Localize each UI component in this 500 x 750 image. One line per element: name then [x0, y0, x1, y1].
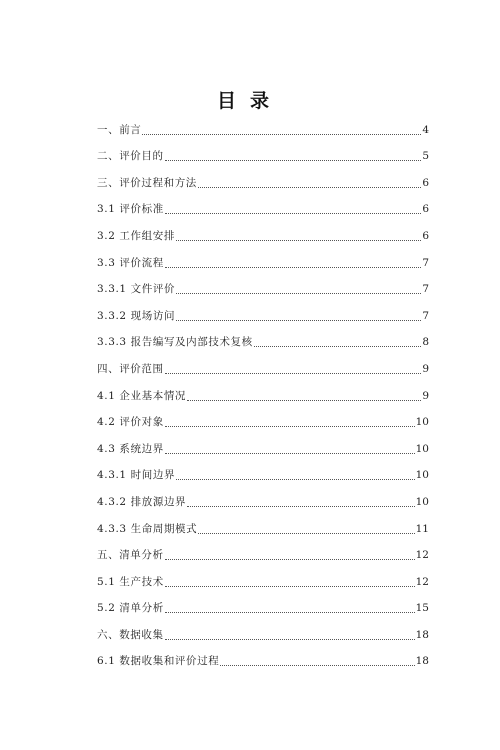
toc-entry-label: 五、清单分析 — [97, 549, 164, 562]
toc-entry-page-number: 9 — [422, 362, 429, 375]
toc-dot-leader — [165, 559, 415, 560]
toc-entry-label: 5.2 清单分析 — [97, 602, 164, 615]
toc-entry[interactable] — [97, 137, 429, 164]
toc-dot-leader — [165, 426, 415, 427]
toc-entry-label: 3.3.1 文件评价 — [97, 283, 176, 296]
toc-entry-page-number: 12 — [415, 549, 429, 562]
toc-entry[interactable] — [97, 536, 429, 563]
toc-entry-label: 6.1 数据收集和评价过程 — [97, 655, 220, 668]
toc-entry[interactable] — [97, 456, 429, 483]
toc-entry-page-number: 10 — [415, 416, 429, 429]
toc-entry-label: 六、数据收集 — [97, 628, 164, 641]
toc-entry[interactable] — [97, 270, 429, 297]
toc-dot-leader — [254, 346, 422, 347]
toc-entry-label: 3.3.2 现场访问 — [97, 309, 176, 322]
toc-dot-leader — [142, 134, 421, 135]
toc-entry-page-number: 7 — [422, 283, 429, 296]
toc-entry-label: 4.3.2 排放源边界 — [97, 495, 187, 508]
toc-dot-leader — [165, 639, 415, 640]
toc-entry-label: 一、前言 — [97, 123, 142, 136]
toc-entry-page-number: 4 — [422, 123, 429, 136]
toc-list — [97, 110, 429, 668]
toc-title: 目录 — [216, 90, 283, 112]
toc-entry-label: 4.3 系统边界 — [97, 442, 164, 455]
toc-dot-leader — [198, 533, 414, 534]
toc-dot-leader — [176, 320, 421, 321]
toc-entry-page-number: 10 — [415, 442, 429, 455]
toc-entry[interactable] — [97, 509, 429, 536]
toc-dot-leader — [165, 373, 422, 374]
toc-entry[interactable] — [97, 562, 429, 589]
toc-entry-page-number: 9 — [422, 389, 429, 402]
toc-entry-page-number: 12 — [415, 575, 429, 588]
toc-entry-page-number: 10 — [415, 495, 429, 508]
toc-entry-page-number: 6 — [422, 176, 429, 189]
toc-entry[interactable] — [97, 376, 429, 403]
toc-dot-leader — [198, 187, 421, 188]
toc-entry-page-number: 7 — [422, 309, 429, 322]
toc-entry[interactable] — [97, 243, 429, 270]
toc-entry[interactable] — [97, 323, 429, 350]
toc-entry-page-number: 6 — [422, 229, 429, 242]
toc-entry[interactable] — [97, 110, 429, 137]
toc-entry[interactable] — [97, 642, 429, 669]
toc-entry-page-number: 5 — [422, 150, 429, 163]
toc-entry-label: 3.2 工作组安排 — [97, 229, 175, 242]
toc-dot-leader — [187, 400, 421, 401]
toc-entry-page-number: 10 — [415, 469, 429, 482]
toc-dot-leader — [187, 506, 414, 507]
toc-entry-page-number: 15 — [415, 602, 429, 615]
toc-dot-leader — [165, 586, 415, 587]
toc-entry-page-number: 7 — [422, 256, 429, 269]
toc-entry-label: 5.1 生产技术 — [97, 575, 164, 588]
toc-entry[interactable] — [97, 296, 429, 323]
toc-entry[interactable] — [97, 349, 429, 376]
toc-entry-label: 4.3.1 时间边界 — [97, 469, 176, 482]
toc-dot-leader — [176, 479, 415, 480]
toc-entry[interactable] — [97, 403, 429, 430]
toc-entry[interactable] — [97, 482, 429, 509]
toc-dot-leader — [165, 612, 415, 613]
toc-entry[interactable] — [97, 615, 429, 642]
toc-entry[interactable] — [97, 429, 429, 456]
toc-entry[interactable] — [97, 190, 429, 217]
toc-entry-label: 四、评价范围 — [97, 362, 164, 375]
toc-dot-leader — [165, 160, 422, 161]
toc-entry-label: 4.2 评价对象 — [97, 416, 164, 429]
toc-dot-leader — [165, 453, 415, 454]
toc-entry[interactable] — [97, 163, 429, 190]
toc-entry[interactable] — [97, 216, 429, 243]
toc-entry[interactable] — [97, 589, 429, 616]
toc-dot-leader — [165, 213, 421, 214]
toc-entry-label: 二、评价目的 — [97, 150, 164, 163]
toc-entry-page-number: 18 — [415, 628, 429, 641]
toc-entry-label: 4.1 企业基本情况 — [97, 389, 187, 402]
toc-entry-page-number: 6 — [422, 203, 429, 216]
toc-entry-page-number: 11 — [415, 522, 429, 535]
toc-entry-label: 三、评价过程和方法 — [97, 176, 197, 189]
toc-dot-leader — [176, 240, 421, 241]
toc-entry-page-number: 18 — [415, 655, 429, 668]
toc-entry-label: 3.3.3 报告编写及内部技术复核 — [97, 336, 253, 349]
toc-entry-label: 4.3.3 生命周期模式 — [97, 522, 198, 535]
toc-entry-label: 3.1 评价标准 — [97, 203, 164, 216]
toc-dot-leader — [176, 293, 421, 294]
toc-entry-page-number: 8 — [422, 336, 429, 349]
toc-entry-label: 3.3 评价流程 — [97, 256, 164, 269]
toc-dot-leader — [220, 665, 414, 666]
toc-dot-leader — [165, 267, 421, 268]
